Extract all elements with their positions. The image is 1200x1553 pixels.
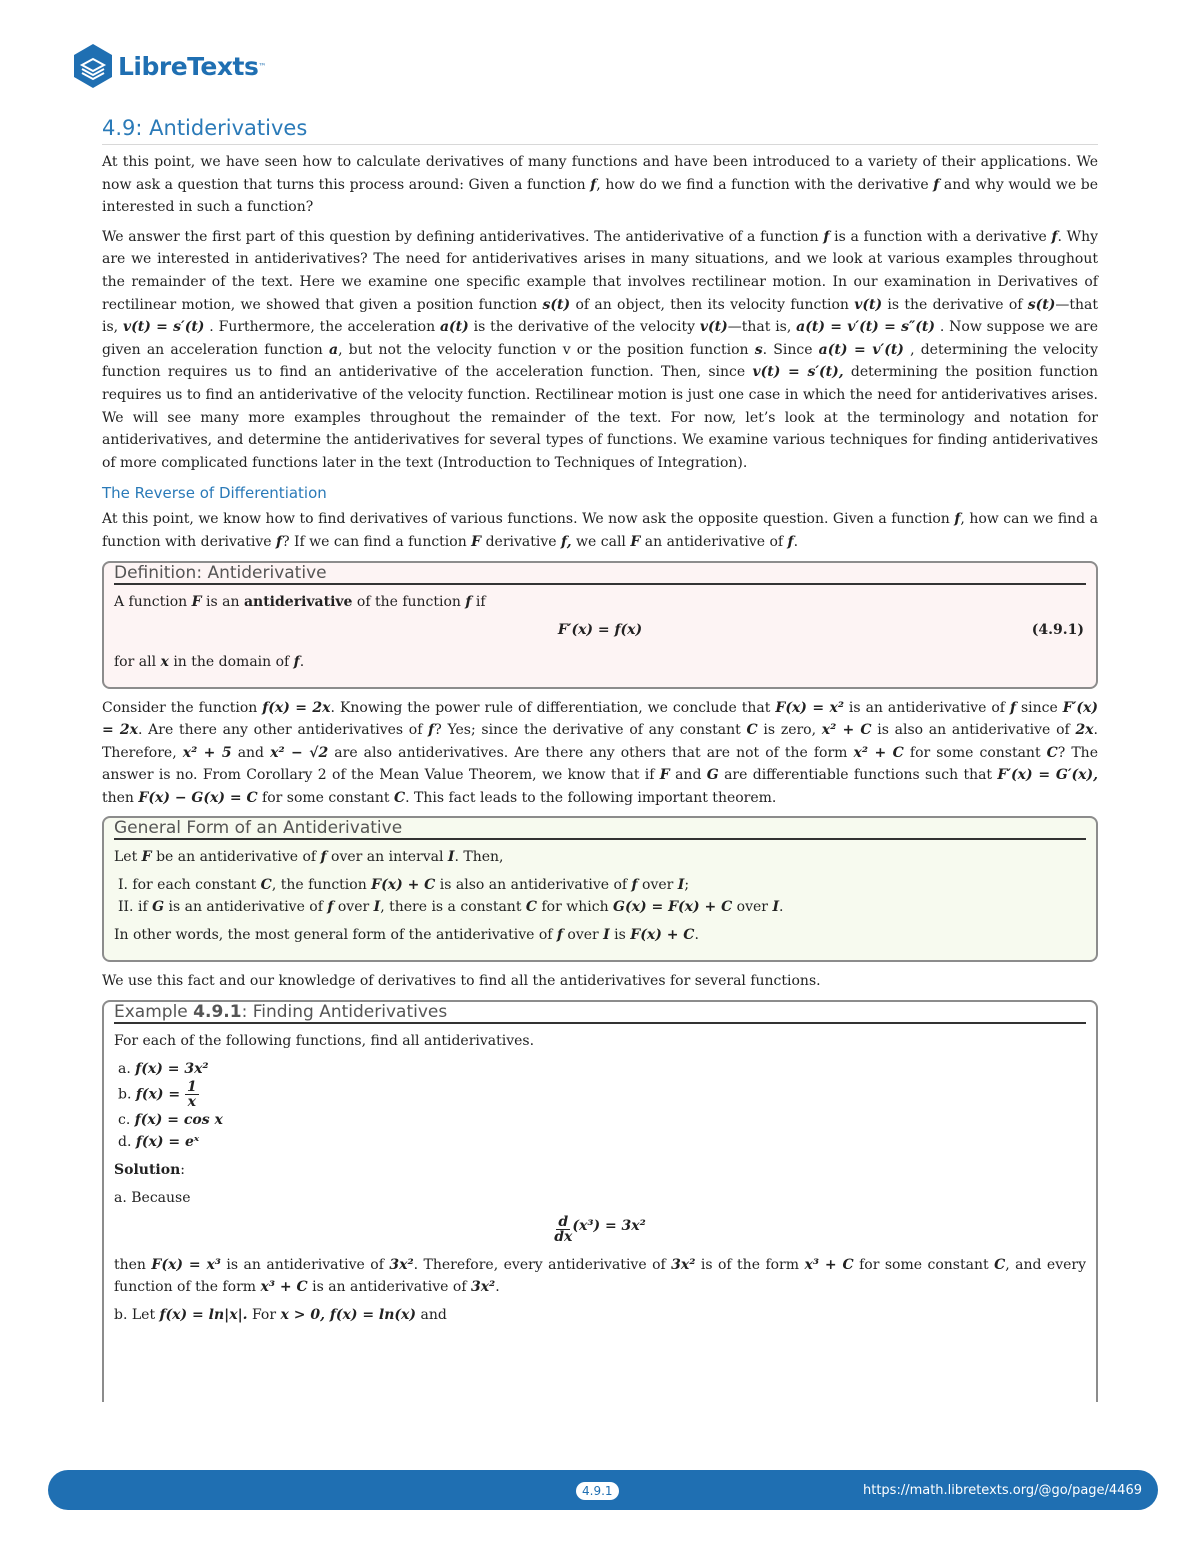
example-title: Example 4.9.1: Finding Antiderivatives <box>114 1002 1086 1024</box>
solution-a-intro: a. Because <box>114 1190 191 1207</box>
libretexts-logo[interactable] <box>72 40 266 92</box>
page-title: 4.9: Antiderivatives <box>102 116 1098 145</box>
example-box <box>102 1000 1098 1402</box>
example-list <box>114 1058 1086 1153</box>
section-heading: The Reverse of Differentiation <box>102 484 327 503</box>
general-form-outro: In other words, the most general form of the antiderivative of f over I is F(x) + C. <box>114 927 699 944</box>
list-item: c. f(x) = cos x <box>118 1112 223 1129</box>
use-fact-paragraph: We use this fact and our knowledge of derivatives to find all the antiderivatives for several functions. <box>102 973 821 990</box>
general-form-box <box>102 816 1098 962</box>
page-url-link[interactable]: https://math.libretexts.org/@go/page/4469 <box>862 1483 1142 1498</box>
general-form-list <box>114 874 1086 918</box>
general-form-intro: Let F be an antiderivative of f over an interval I. Then, <box>114 849 504 866</box>
definition-line-1: A function F is an antiderivative of the function f if <box>114 593 486 610</box>
page-number-badge: 4.9.1 <box>576 1482 619 1500</box>
consider-paragraph: Consider the function f(x) = 2x. Knowing the power rule of differentiation, we conclude that F(x) = x² is an antiderivative of f since F′(x) = 2x. Are there any other antiderivatives of f? Yes; since the derivative of any constant C is zero, x² + C is also an antiderivative of 2x. Therefore, x² + 5 and x² − √2 are also antiderivatives. Are there any others that are not of the form x² + C for some constant C? The answer is no. From Corollary 2 of the Mean Value Theorem, we know that if F and G are differentiable functions such that F′(x) = G′(x), then F(x) − G(x) = C for some constant C. This fact leads to the following important theorem. <box>102 699 1099 806</box>
solution-b-intro: b. Let f(x) = ln|x|. For x > 0, f(x) = ln(x) and <box>114 1307 447 1324</box>
fraction: $\frac{1}{x}$ <box>186 1079 197 1111</box>
intro-paragraph-1: At this point, we have seen how to calculate derivatives of many functions and have been introduced to a variety of their applications. We now ask a question that turns this process around: Given a function f, how do we find a function with the derivative f and why would we be interested in such a function? <box>102 154 1098 216</box>
libretexts-logo-icon <box>72 43 114 89</box>
general-form-title: General Form of an Antiderivative <box>114 818 1086 840</box>
list-item: b. f(x) = $\frac{1}{x}$ <box>118 1079 197 1111</box>
example-prompt: For each of the following functions, find all antiderivatives. <box>114 1033 535 1050</box>
derivative-fraction: $\frac{d}{dx}$ <box>554 1214 573 1246</box>
list-item: II. if G is an antiderivative of f over I, there is a constant C for which G(x) = F(x) + C over I. <box>118 899 784 916</box>
page-content <box>102 116 1098 1410</box>
logo-trademark: ™ <box>258 61 267 71</box>
definition-equation: F′(x) = f(x) (4.9.1) <box>114 619 1086 641</box>
list-item: d. f(x) = eˣ <box>118 1134 200 1151</box>
definition-title: Definition: Antiderivative <box>114 563 1086 585</box>
definition-line-2: for all x in the domain of f. <box>114 653 305 670</box>
derivative-equation: $\frac{d}{dx}$ (x³) = 3x² <box>554 1214 646 1246</box>
section-paragraph: At this point, we know how to find derivatives of various functions. We now ask the opposite question. Given a function f, how can we find a function with derivative f? If we can find a function F derivative f, we call F an antiderivative of f. <box>102 511 1099 550</box>
equation-number: (4.9.1) <box>1031 621 1084 638</box>
solution-label: Solution: <box>114 1162 185 1179</box>
definition-box <box>102 561 1098 689</box>
solution-a-then: then F(x) = x³ is an antiderivative of 3x². Therefore, every antiderivative of 3x² is of the form x³ + C for some constant C, and every function of the form x³ + C is an antiderivative of 3x². <box>114 1257 1087 1296</box>
page-footer <box>48 1470 1158 1510</box>
intro-paragraph-2: We answer the first part of this question by defining antiderivatives. The antiderivative of a function f is a function with a derivative f. Why are we interested in antiderivatives? The need for antiderivatives arises in many situations, and we look at various examples throughout the remainder of the text. Here we examine one specific example that involves rectilinear motion. In our examination in Derivatives of rectilinear motion, we showed that given a position function s(t) of an object, then its velocity function v(t) is the derivative of s(t)—that is, v(t) = s′(t) . Furthermore, the acceleration a(t) is the derivative of the velocity v(t)—that is, a(t) = v′(t) = s″(t) . Now suppose we are given an acceleration function a, but not the velocity function v or the position function s. Since a(t) = v′(t) , determining the velocity function requires us to find an antiderivative of the acceleration function. Then, since v(t) = s′(t), determining the position function requires us to find an antiderivative of the velocity function. Rectilinear motion is just one case in which the need for antiderivatives arises. We will see many more examples throughout the remainder of the text. For now, let’s look at the terminology and notation for antiderivatives, and determine the antiderivatives for several types of functions. We examine various techniques for finding antiderivatives of more complicated functions later in the text (Introduction to Techniques of Integration). <box>102 228 1099 471</box>
list-item: I. for each constant C, the function F(x) + C is also an antiderivative of f over I; <box>118 877 690 894</box>
list-item: a. f(x) = 3x² <box>118 1061 209 1078</box>
logo-wordmark: LibreTexts <box>118 51 259 81</box>
